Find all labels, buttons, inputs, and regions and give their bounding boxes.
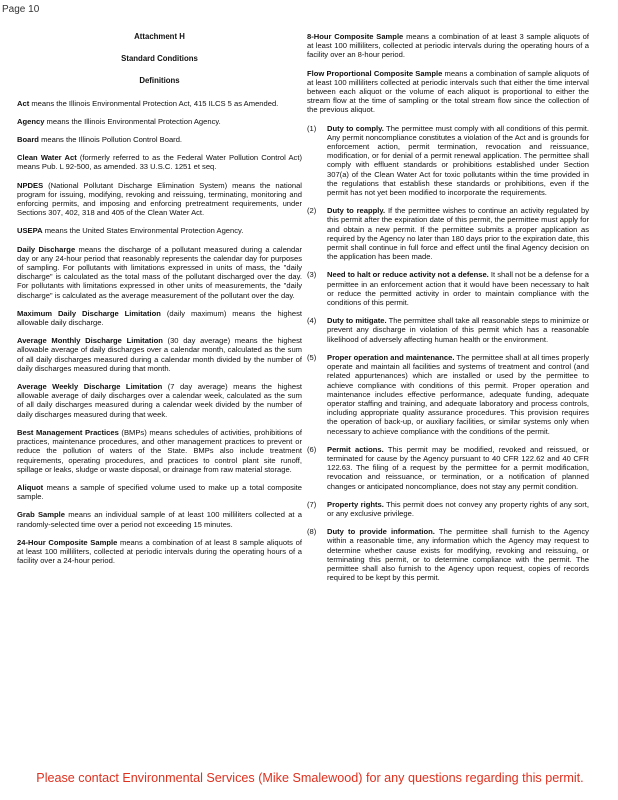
definition-text: means a sample of specified volume used to make up a total composite sample. [17, 482, 302, 502]
condition-body [327, 527, 589, 582]
condition-item [307, 124, 589, 198]
condition-body [327, 316, 589, 344]
conditions-list [307, 124, 589, 583]
left-column [17, 32, 302, 574]
condition-title: Permit actions. [327, 444, 384, 454]
definition-paragraph [17, 135, 302, 144]
condition-title: Duty to comply. [327, 123, 384, 133]
definition-text: means a combination of at least 8 sample aliquots of at least 100 milliliters, collected at periodic intervals during the operating hours of a facility over a 24-hour period. [17, 537, 302, 566]
definition-paragraph [17, 245, 302, 300]
definition-text: (daily maximum) means the highest allowable daily discharge. [17, 308, 302, 328]
definition-paragraph [17, 117, 302, 126]
definition-text: (7 day average) means the highest allowable average of daily discharges over a calendar week, calculated as the sum of all daily discharges measured during a calendar week divided by the number of daily discharges measured during that week. [17, 382, 302, 419]
definition-term: NPDES [17, 180, 44, 190]
definition-text: means the United States Environmental Protection Agency. [42, 226, 244, 236]
condition-number: (1) [307, 123, 317, 133]
condition-number: (2) [307, 206, 317, 216]
definition-term: Daily Discharge [17, 244, 76, 254]
definition-paragraph [17, 99, 302, 108]
definition-paragraph [17, 181, 302, 218]
condition-item [307, 316, 589, 344]
definition-text: means the Illinois Environmental Protection Agency. [44, 116, 221, 126]
condition-body [327, 270, 589, 307]
definition-paragraph [17, 538, 302, 566]
definition-term: Board [17, 135, 39, 145]
definition-term: Clean Water Act [17, 153, 77, 163]
contact-notice: Please contact Environmental Services (Mike Smalewood) for any questions regarding this permit. [36, 771, 584, 785]
standard-conditions-heading: Standard Conditions [121, 54, 198, 64]
definition-term: 8-Hour Composite Sample [307, 32, 404, 41]
definition-text: (formerly referred to as the Federal Water Pollution Control Act) means Pub. L 92-500, as amended. 33 U.S.C. 1251 et seq. [17, 153, 302, 172]
definition-text: means the Illinois Environmental Protection Act, 415 ILCS 5 as Amended. [29, 98, 279, 108]
condition-number: (5) [307, 352, 317, 362]
condition-title: Need to halt or reduce activity not a defense. [327, 270, 489, 280]
definition-term: Flow Proportional Composite Sample [307, 68, 443, 78]
condition-title: Proper operation and maintenance. [327, 352, 455, 362]
page-number: Page 10 [2, 4, 40, 15]
condition-item [307, 500, 589, 518]
definition-paragraph [17, 510, 302, 528]
condition-number: (3) [307, 270, 317, 280]
condition-number: (8) [307, 527, 317, 537]
condition-text: The permittee shall at all times properly operate and maintain all facilities and systems of treatment and control (and related appurtenances) which are installed or used by the permittee to achieve compliance with conditions of this permit. Proper operation and maintenance includes effective performance, adequate funding, adequate operator staffing and training, and adequate laboratory and process controls, including appropriate quality assurance procedures. This provision requires the operation of back-up, or auxiliary facilities, or similar systems only when necessary to achieve compliance with the conditions of the permit. [327, 352, 589, 436]
condition-body [327, 206, 589, 261]
definition-paragraph [17, 483, 302, 501]
condition-item [307, 206, 589, 261]
right-column [307, 32, 589, 591]
attachment-heading: Attachment H [134, 32, 185, 41]
condition-title: Duty to reapply. [327, 206, 386, 216]
definitions-list [17, 99, 302, 566]
condition-text: This permit may be modified, revoked and reissued, or terminated for cause by the Agency pursuant to 40 CFR 122.62 and 40 CFR 122.63. The filing of a request by the permittee for a permit modification, revocation and reissuance, or termination, or a notification of planned changes or anticipated noncompliance, does not stay any permit condition. [327, 444, 589, 491]
condition-item [307, 527, 589, 582]
condition-text: The permittee shall take all reasonable steps to minimize or prevent any discharge in violation of this permit which has a reasonable likelihood of adversely affecting human health or the environment. [327, 316, 589, 344]
condition-body [327, 124, 589, 198]
condition-text: It shall not be a defense for a permittee in an enforcement action that it would have been necessary to halt or reduce the permitted activity in order to maintain compliance with the conditions of this permit. [327, 270, 589, 308]
definition-term: USEPA [17, 226, 43, 236]
definition-paragraph [17, 153, 302, 171]
condition-text: If the permittee wishes to continue an activity regulated by this permit after the expiration date of this permit, the permittee must apply for and obtain a new permit. If the permittee submits a proper application as required by the Agency no later than 180 days prior to the expiration date, this permit shall continue in full force and effect until the final Agency decision on the application has been made. [327, 206, 589, 262]
definition-term: 24-Hour Composite Sample [17, 537, 118, 547]
condition-item [307, 445, 589, 491]
definition-paragraph [17, 309, 302, 327]
definitions-list-continued [307, 32, 589, 115]
definition-paragraph [17, 428, 302, 474]
condition-text: This permit does not convey any property rights of any sort, or any exclusive privilege. [327, 499, 589, 518]
definition-term: Average Monthly Discharge Limitation [17, 336, 163, 346]
definition-text: (30 day average) means the highest allowable average of daily discharges over a calendar month, calculated as the sum of all daily discharges measured during a calendar month divided by the number of daily discharges measured during that month. [17, 336, 303, 373]
condition-body [327, 353, 589, 436]
definition-paragraph [307, 32, 589, 60]
condition-text: The permittee must comply with all conditions of this permit. Any permit noncompliance constitutes a violation of the Act and is grounds for enforcement action, permit termination, revocation and reissuance, modification, or for denial of a permit renewal application. The permittee shall comply with effluent standards or prohibitions established under Section 307(a) of the Clean Water Act for toxic pollutants within the time provided in the regulations that establish these standards or prohibitions, even if the permit has not yet been modified to incorporate the requirements. [327, 123, 589, 198]
definitions-heading: Definitions [139, 76, 180, 86]
definition-term: Grab Sample [17, 510, 65, 520]
condition-title: Property rights. [327, 499, 384, 509]
definition-text: (BMPs) means schedules of activities, prohibitions of practices, maintenance procedures, and other management practices to prevent or reduce the pollution of waters of the State. BMPs also include treatment requirements, operating procedures, and practices to control plant site runoff, spillage or leaks, sludge or waste disposal, or drainage from raw material storage. [17, 427, 303, 474]
definition-paragraph [17, 382, 302, 419]
condition-body [327, 445, 589, 491]
definition-paragraph [17, 226, 302, 235]
definition-term: Average Weekly Discharge Limitation [17, 382, 163, 392]
definition-term: Maximum Daily Discharge Limitation [17, 308, 161, 318]
definition-term: Act [17, 98, 30, 108]
definition-paragraph [307, 69, 589, 115]
condition-item [307, 270, 589, 307]
definition-text: means a combination of at least 3 sample aliquots of at least 100 milliliters, collected at periodic intervals during the operating hours of a facility over an 8-hour period. [307, 32, 590, 60]
condition-title: Duty to provide information. [327, 527, 435, 537]
definition-term: Best Management Practices [17, 427, 119, 437]
condition-number: (4) [307, 316, 317, 326]
definition-text: means a combination of sample aliquots of at least 100 milliliters collected at periodic intervals such that either the time interval between each aliquot or the volume of each aliquot is proportional to either the stream flow at the time of sampling or the total stream flow since the collection of the previous aliquot. [307, 68, 589, 115]
definition-text: means an individual sample of at least 100 milliliters collected at a randomly-selected time over a period not exceeding 15 minutes. [17, 510, 302, 529]
condition-title: Duty to mitigate. [327, 316, 387, 326]
definition-term: Aliquot [17, 482, 44, 492]
definition-term: Agency [17, 116, 45, 126]
definition-text: means the Illinois Pollution Control Board. [38, 135, 183, 145]
definition-text: (National Pollutant Discharge Elimination System) means the national program for issuing, modifying, revoking and reissuing, terminating, monitoring and enforcing permits, and imposing and enforcing pretreatment requirements, under Sections 307, 402, 318 and 405 of the Clean Water Act. [17, 180, 302, 218]
condition-body [327, 500, 589, 518]
definition-paragraph [17, 336, 302, 373]
condition-item [307, 353, 589, 436]
definition-text: means the discharge of a pollutant measured during a calendar day or any 24-hour period that reasonably represents the calendar day for purposes of sampling. For pollutants with limitations expressed in units of mass, the "daily discharge" is calculated as the total mass of the pollutant discharged over the day. For pollutants with limitations expressed in other units of measurements, the "daily discharge" is calculated as the average measurement of the pollutant over the day. [17, 244, 303, 300]
condition-number: (7) [307, 499, 317, 509]
condition-number: (6) [307, 444, 317, 454]
condition-text: The permittee shall furnish to the Agency within a reasonable time, any information which the Agency may request to determine whether cause exists for modifying, revoking and reissuing, or terminating this permit, or to determine compliance with the permit. The permittee shall also furnish to the Agency upon request, copies of records required to be kept by this permit. [327, 527, 589, 583]
